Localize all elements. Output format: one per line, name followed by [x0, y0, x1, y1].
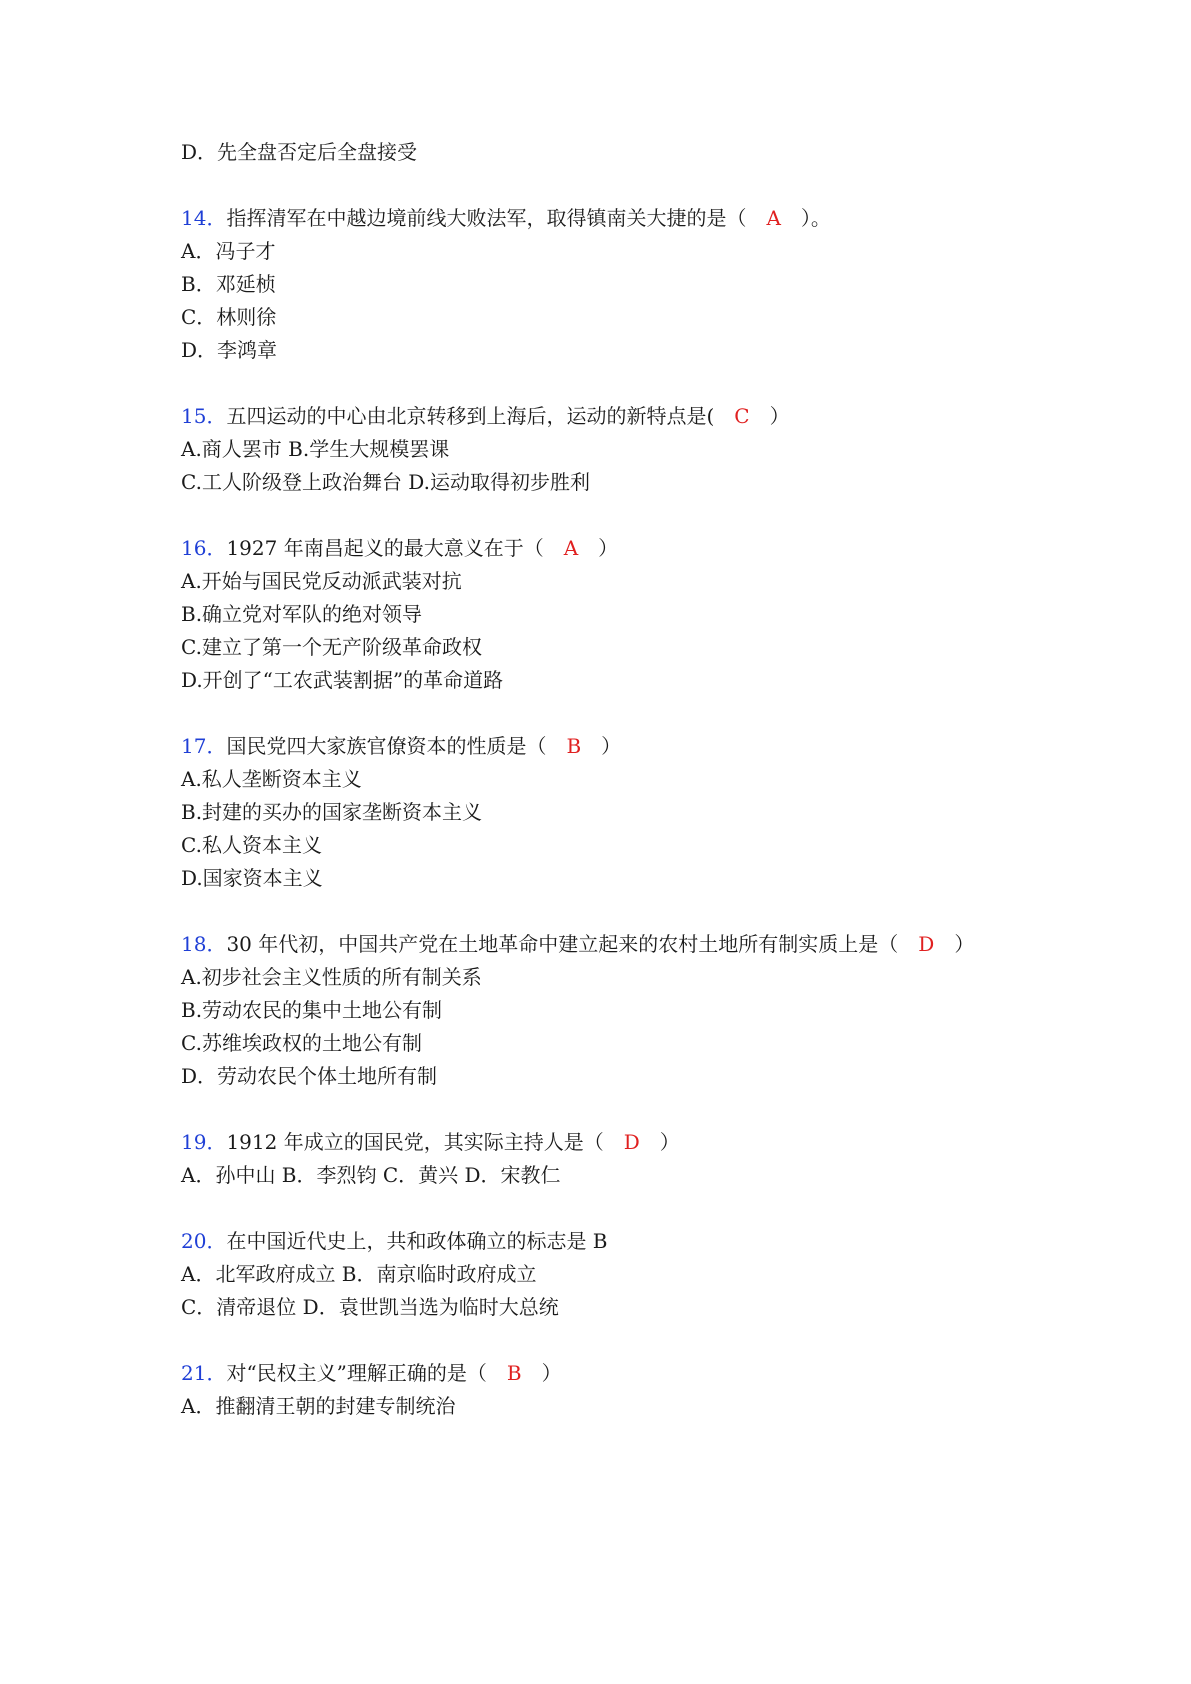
question-text: 五四运动的中心由北京转移到上海后，运动的新特点是( — [226, 404, 715, 428]
q18-option-a: A.初步社会主义性质的所有制关系 — [181, 965, 482, 989]
question-number: 18． — [181, 932, 227, 956]
q21-stem — [181, 1355, 562, 1391]
q17-option-c: C.私人资本主义 — [181, 833, 322, 857]
answer-mark: B — [566, 734, 582, 758]
question-close: ） — [659, 1130, 680, 1154]
question-close: ） — [769, 404, 790, 428]
question-number: 15． — [181, 404, 227, 428]
q16-option-b: B.确立党对军队的绝对领导 — [181, 602, 423, 626]
q21-option-a: A．推翻清王朝的封建专制统治 — [181, 1394, 456, 1418]
q18-option-d: D．劳动农民个体土地所有制 — [181, 1064, 438, 1088]
q14-option-b: B．邓延桢 — [181, 272, 276, 296]
q20-options-line-1: A．北军政府成立 B．南京临时政府成立 — [181, 1262, 537, 1286]
q15-stem — [181, 398, 790, 434]
question-text: 1927 年南昌起义的最大意义在于（ — [226, 536, 544, 560]
q16-option-c: C.建立了第一个无产阶级革命政权 — [181, 635, 482, 659]
answer-mark: B — [506, 1361, 522, 1385]
q16-option-a: A.开始与国民党反动派武装对抗 — [181, 569, 462, 593]
q13-option-d: D．先全盘否定后全盘接受 — [181, 140, 418, 164]
question-text: 对“民权主义”理解正确的是（ — [226, 1361, 487, 1385]
question-number: 14． — [181, 206, 227, 230]
question-text: 国民党四大家族官僚资本的性质是（ — [226, 734, 547, 758]
q20-stem — [181, 1223, 608, 1259]
question-text: 在中国近代史上，共和政体确立的标志是 B — [226, 1229, 608, 1253]
q16-option-d: D.开创了“工农武装割据”的革命道路 — [181, 668, 504, 692]
q19-stem — [181, 1124, 680, 1160]
answer-mark: D — [918, 932, 935, 956]
question-number: 21． — [181, 1361, 227, 1385]
q17-option-d: D.国家资本主义 — [181, 866, 323, 890]
question-text: 指挥清军在中越边境前线大败法军，取得镇南关大捷的是（ — [226, 206, 747, 230]
q14-option-d: D．李鸿章 — [181, 338, 278, 362]
q17-option-b: B.封建的买办的国家垄断资本主义 — [181, 800, 483, 824]
question-number: 20． — [181, 1229, 227, 1253]
q15-options-line-1: A.商人罢市 B.学生大规模罢课 — [181, 437, 450, 461]
q15-options-line-2: C.工人阶级登上政治舞台 D.运动取得初步胜利 — [181, 470, 590, 494]
q19-options-line: A．孙中山 B．李烈钧 C．黄兴 D．宋教仁 — [181, 1163, 561, 1187]
q17-stem — [181, 728, 621, 764]
answer-mark: A — [563, 536, 579, 560]
question-text: 1912 年成立的国民党，其实际主持人是（ — [226, 1130, 604, 1154]
question-close: ） — [598, 536, 619, 560]
q17-option-a: A.私人垄断资本主义 — [181, 767, 362, 791]
question-number: 16． — [181, 536, 227, 560]
question-close: ） — [954, 932, 975, 956]
answer-mark: A — [766, 206, 781, 230]
q20-options-line-2: C．清帝退位 D．袁世凯当选为临时大总统 — [181, 1295, 559, 1319]
question-number: 17． — [181, 734, 227, 758]
q14-stem — [181, 200, 831, 236]
question-number: 19． — [181, 1130, 227, 1154]
q14-option-a: A．冯子才 — [181, 239, 276, 263]
answer-mark: D — [623, 1130, 640, 1154]
q16-stem — [181, 530, 618, 566]
q18-option-b: B.劳动农民的集中土地公有制 — [181, 998, 443, 1022]
answer-mark: C — [734, 404, 750, 428]
q18-stem — [181, 926, 974, 962]
question-close: ） — [601, 734, 622, 758]
question-text: 30 年代初，中国共产党在土地革命中建立起来的农村土地所有制实质上是（ — [226, 932, 899, 956]
q18-option-c: C.苏维埃政权的土地公有制 — [181, 1031, 422, 1055]
q14-option-c: C．林则徐 — [181, 305, 277, 329]
question-close: ）。 — [800, 206, 831, 230]
question-close: ） — [541, 1361, 562, 1385]
